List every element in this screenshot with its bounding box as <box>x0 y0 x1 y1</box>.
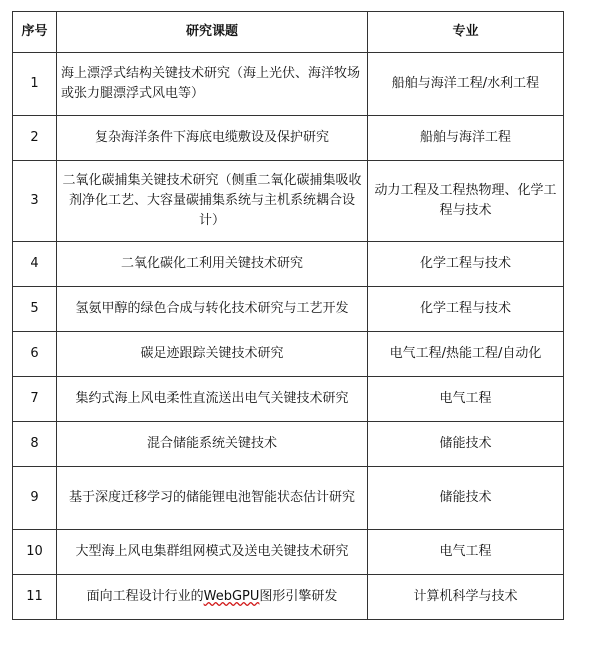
row-topic-suffix: 图形引擎研发 <box>259 589 338 604</box>
row-major: 化学工程与技术 <box>368 287 564 332</box>
header-no: 序号 <box>13 12 57 53</box>
table-row <box>13 287 564 332</box>
header-major: 专业 <box>368 12 564 53</box>
table-row <box>13 377 564 422</box>
table-row <box>13 242 564 287</box>
table-row <box>13 467 564 530</box>
row-major: 船舶与海洋工程/水利工程 <box>368 53 564 116</box>
row-topic: 氢氨甲醇的绿色合成与转化技术研究与工艺开发 <box>57 287 368 332</box>
research-topics-table <box>12 11 564 620</box>
row-major: 电气工程 <box>368 377 564 422</box>
row-no: 6 <box>13 332 57 377</box>
row-topic: 集约式海上风电柔性直流送出电气关键技术研究 <box>57 377 368 422</box>
row-major: 储能技术 <box>368 467 564 530</box>
row-no: 4 <box>13 242 57 287</box>
row-no: 3 <box>13 161 57 242</box>
row-topic <box>57 575 368 620</box>
row-no: 1 <box>13 53 57 116</box>
row-no: 10 <box>13 530 57 575</box>
spellcheck-marked-word: WebGPU <box>203 589 260 604</box>
row-topic: 大型海上风电集群组网模式及送电关键技术研究 <box>57 530 368 575</box>
row-topic: 二氧化碳捕集关键技术研究（侧重二氧化碳捕集吸收剂净化工艺、大容量碳捕集系统与主机系统耦合设计） <box>57 161 368 242</box>
table-row <box>13 116 564 161</box>
row-no: 11 <box>13 575 57 620</box>
table-row <box>13 332 564 377</box>
row-major: 电气工程 <box>368 530 564 575</box>
table-row <box>13 53 564 116</box>
table-row <box>13 530 564 575</box>
table-row <box>13 422 564 467</box>
table-header-row <box>13 12 564 53</box>
row-topic: 海上漂浮式结构关键技术研究（海上光伏、海洋牧场或张力腿漂浮式风电等） <box>57 53 368 116</box>
row-no: 8 <box>13 422 57 467</box>
table-row <box>13 575 564 620</box>
row-major: 动力工程及工程热物理、化学工程与技术 <box>368 161 564 242</box>
row-major: 电气工程/热能工程/自动化 <box>368 332 564 377</box>
row-major: 化学工程与技术 <box>368 242 564 287</box>
row-topic-prefix: 面向工程设计行业的 <box>86 589 204 604</box>
row-topic: 混合储能系统关键技术 <box>57 422 368 467</box>
row-topic: 碳足迹跟踪关键技术研究 <box>57 332 368 377</box>
row-topic: 基于深度迁移学习的储能锂电池智能状态估计研究 <box>57 467 368 530</box>
row-major: 储能技术 <box>368 422 564 467</box>
row-major: 计算机科学与技术 <box>368 575 564 620</box>
table-row <box>13 161 564 242</box>
row-major: 船舶与海洋工程 <box>368 116 564 161</box>
row-topic: 二氧化碳化工利用关键技术研究 <box>57 242 368 287</box>
row-no: 7 <box>13 377 57 422</box>
row-no: 5 <box>13 287 57 332</box>
row-no: 9 <box>13 467 57 530</box>
row-topic: 复杂海洋条件下海底电缆敷设及保护研究 <box>57 116 368 161</box>
row-no: 2 <box>13 116 57 161</box>
header-topic: 研究课题 <box>57 12 368 53</box>
